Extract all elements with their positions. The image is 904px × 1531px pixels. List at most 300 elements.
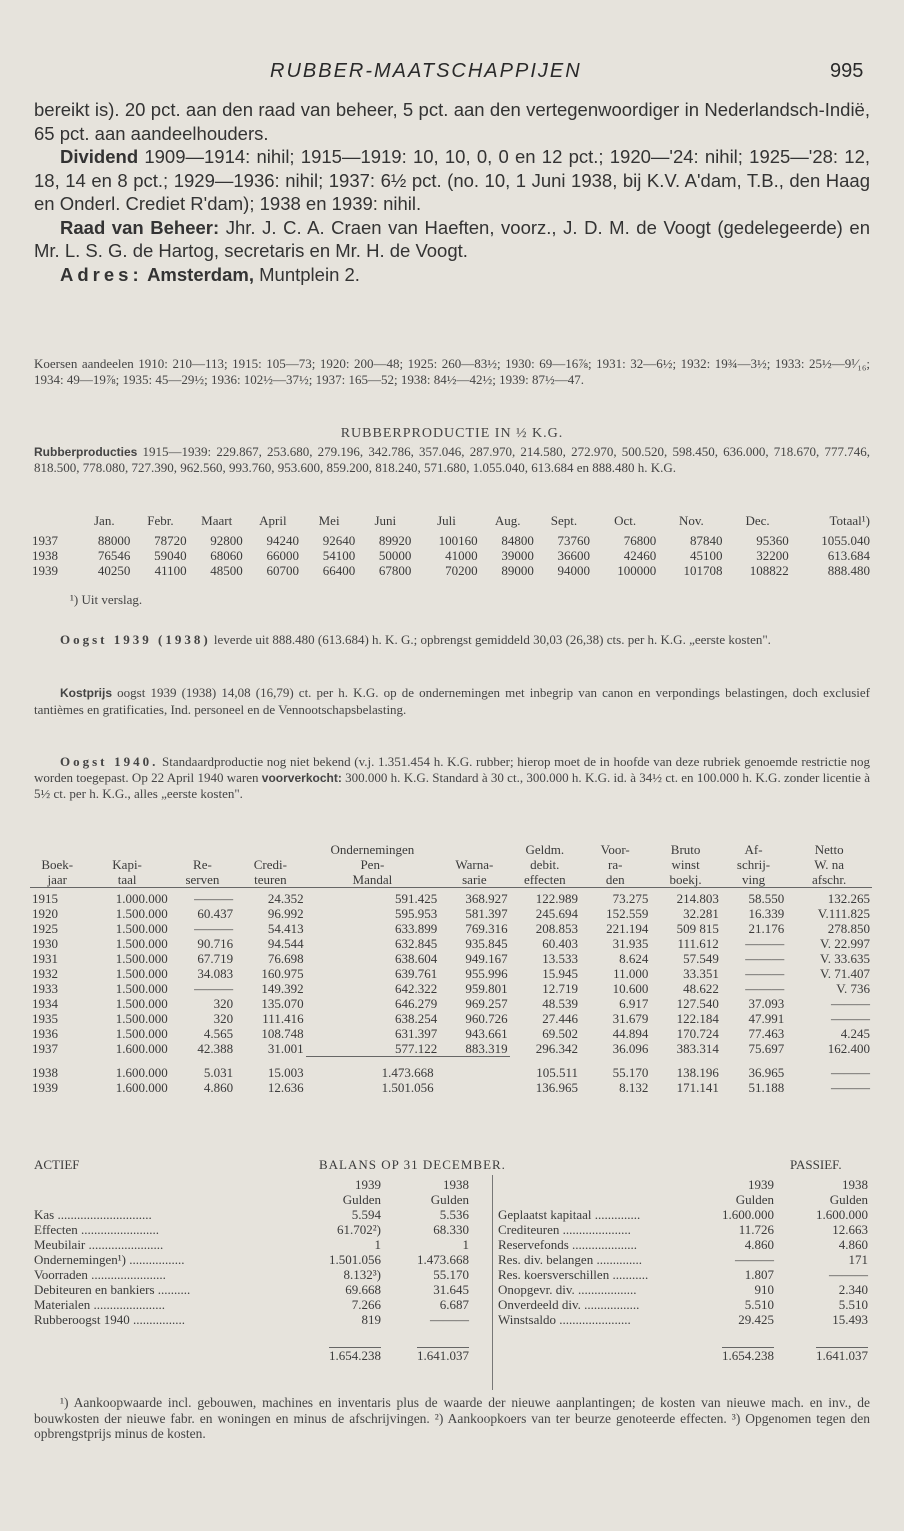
monthly-table-section — [30, 513, 872, 608]
right-balance-value-2: 1.600.000 — [816, 1207, 868, 1222]
koersen-text: Koersen aandeelen 1910: 210—113; 1915: 105—73; 1920: 200—48; 1925: 260—83½; 1930: 69—16⅞; 1931: 32—6½; 1932: 19¾—3½; 1933: 25½—9¹⁄₁₆; 1934: 49—19⅞; 1935: 45—29½; 1936: 102½—37½; 1937: 165—52; 1938: 84½—42½; 1939: 87½—47. — [34, 356, 870, 387]
financial-cell: 33.351 — [683, 966, 719, 981]
right-balance-value-1: 910 — [754, 1282, 774, 1297]
left-balance-label: Voorraden ....................... — [34, 1267, 166, 1282]
left-balance-value-1: 5.594 — [351, 1207, 381, 1222]
financial-header-cell — [30, 842, 84, 857]
financial-cell: 383.314 — [676, 1041, 719, 1057]
monthly-header-cell: April — [259, 513, 287, 528]
right-year-1: 1939 — [748, 1177, 774, 1192]
financial-cell: 639.761 — [394, 966, 438, 981]
financial-cell: 1933 — [32, 981, 58, 996]
oogst-1939-section — [34, 632, 870, 648]
right-year-2: 1938 — [842, 1177, 868, 1192]
financial-cell: 969.257 — [465, 996, 508, 1011]
left-balance-row — [34, 1267, 489, 1282]
financial-cell: 633.899 — [394, 921, 438, 936]
financial-cell: 1.500.000 — [115, 921, 168, 936]
right-currency-2: Gulden — [829, 1192, 868, 1207]
kostprijs-paragraph — [34, 685, 870, 717]
raad-label: Raad van Beheer: — [60, 216, 220, 238]
financial-cell: 1.500.000 — [115, 996, 168, 1011]
financial-cell: 1.473.668 — [381, 1065, 434, 1080]
monthly-cell: 1939 — [32, 563, 58, 578]
financial-header-cell: Mandal — [306, 872, 440, 888]
left-balance-label: Effecten ........................ — [34, 1222, 160, 1237]
financial-cell: ——— — [745, 936, 785, 951]
monthly-cell: 50000 — [378, 548, 412, 563]
financial-cell: 638.604 — [394, 951, 438, 966]
financial-header-cell: Af- — [744, 842, 763, 857]
financial-cell: 1915 — [32, 891, 58, 906]
financial-cell: 1.500.000 — [115, 906, 168, 921]
right-total-2: 1.641.037 — [816, 1348, 868, 1363]
monthly-cell: 66400 — [322, 563, 356, 578]
right-balance-label: Geplaatst kapitaal .............. — [498, 1207, 641, 1222]
left-balance-label: Rubberoogst 1940 ................ — [34, 1312, 185, 1327]
left-balance-value-2: 55.170 — [433, 1267, 469, 1282]
left-balance-row — [34, 1297, 489, 1312]
financial-spacer-cell — [30, 1057, 872, 1066]
financial-cell: 1.000.000 — [115, 891, 168, 906]
monthly-cell: 101708 — [683, 563, 723, 578]
monthly-cell: 32200 — [756, 548, 789, 563]
oogst-1939-text: leverde uit 888.480 (613.684) h. K. G.; opbrengst gemiddeld 30,03 (26,38) cts. per h. K.G. „eerste kosten". — [210, 632, 771, 647]
financial-row — [30, 921, 872, 936]
financial-row — [30, 996, 872, 1011]
financial-cell: 1937 — [32, 1041, 58, 1057]
monthly-cell: 100160 — [438, 533, 478, 548]
monthly-cell: 59040 — [154, 548, 187, 563]
kostprijs-section — [34, 685, 870, 717]
financial-row — [30, 1011, 872, 1026]
right-total-1: 1.654.238 — [722, 1348, 774, 1363]
financial-cell: 171.141 — [676, 1080, 719, 1095]
financial-spacer-row — [30, 1057, 872, 1066]
financial-cell: 31.679 — [612, 1011, 649, 1026]
adres-label: Adres: — [60, 263, 143, 285]
balance-left-column — [34, 1177, 489, 1362]
financial-cell: 509 815 — [676, 921, 719, 936]
financial-cell: 1.500.000 — [115, 981, 168, 996]
monthly-cell: 100000 — [617, 563, 657, 578]
left-balance-value-1: 69.668 — [345, 1282, 381, 1297]
financial-cell: 36.096 — [612, 1041, 649, 1057]
monthly-cell: 1055.040 — [821, 533, 870, 548]
financial-cell: V. 22.997 — [820, 936, 870, 951]
footnotes-section — [34, 1395, 870, 1442]
financial-cell: ——— — [831, 996, 870, 1011]
financial-cell: 595.953 — [394, 906, 438, 921]
passief-label: PASSIEF. — [790, 1157, 842, 1172]
right-balance-label: Res. koersverschillen ........... — [498, 1267, 649, 1282]
left-total-2: 1.641.037 — [417, 1348, 469, 1363]
monthly-cell: 54100 — [322, 548, 356, 563]
financial-cell: 69.502 — [542, 1026, 578, 1041]
financial-header-cell — [235, 842, 305, 857]
monthly-cell: 41000 — [445, 548, 478, 563]
financial-row — [30, 951, 872, 966]
right-balance-gap — [498, 1327, 870, 1347]
financial-cell: 278.850 — [827, 921, 870, 936]
financial-cell: 135.070 — [261, 996, 304, 1011]
left-currency-1: Gulden — [342, 1192, 381, 1207]
financial-cell: 1925 — [32, 921, 58, 936]
right-balance-row — [498, 1282, 870, 1297]
financial-cell: 10.600 — [612, 981, 649, 996]
monthly-cell: 41100 — [154, 563, 187, 578]
dividend-paragraph — [34, 145, 870, 216]
right-balance-value-1: 5.510 — [744, 1297, 774, 1312]
financial-cell: 152.559 — [606, 906, 649, 921]
productie-text: 1915—1939: 229.867, 253.680, 279.196, 342.786, 357.046, 287.970, 214.580, 272.970, 500.520, 598.450, 636.000, 718.670, 777.746, 818.500, 778.080, 727.390, 962.560, 993.760, 953.600, 859.200, 818.240, 571.680, 1.055.040, 613.684 en 888.480 h. K.G. — [34, 443, 870, 475]
right-balance-label: Res. div. belangen .............. — [498, 1252, 642, 1267]
right-currency-1: Gulden — [735, 1192, 774, 1207]
right-balance-row — [498, 1297, 870, 1312]
financial-row — [30, 906, 872, 921]
financial-row — [30, 1065, 872, 1080]
oogst-1940-bold: voorverkocht: — [261, 770, 342, 785]
intro-section — [34, 98, 870, 286]
financial-cell: 955.996 — [465, 966, 508, 981]
left-balance-row — [34, 1237, 489, 1252]
financial-header-cell: schrij- — [736, 857, 771, 872]
financial-row — [30, 1041, 872, 1057]
left-balance-value-1: 61.702²) — [337, 1222, 381, 1237]
financial-header-cell: teuren — [235, 872, 305, 888]
financial-header-cell: ving — [721, 872, 786, 888]
monthly-cell: 45100 — [689, 548, 723, 563]
financial-header-cell: Boek- — [41, 857, 74, 872]
financial-header-cell: Netto — [814, 842, 844, 857]
financial-header-cell — [84, 842, 169, 857]
dividend-text: 1909—1914: nihil; 1915—1919: 10, 10, 0, 0 en 12 pct.; 1920—'24: nihil; 1925—'28: 12, 18, 14 en 8 pct.; 1929—1936: nihil; 1937: 6½ pct. (no. 10, 1 Juni 1938, bij K.V. A'dam, T.B., den Haag en Onderl. Crediet R'dam); 1938 en 1939: nihil. — [34, 146, 870, 214]
financial-cell: 4.245 — [840, 1026, 870, 1041]
left-currency-2: Gulden — [430, 1192, 469, 1207]
financial-cell: 769.316 — [465, 921, 508, 936]
financial-cell: 47.991 — [748, 1011, 785, 1026]
financial-cell: 638.254 — [394, 1011, 438, 1026]
monthly-cell: 88000 — [97, 533, 131, 548]
oogst-1940-section — [34, 754, 870, 802]
financial-cell: 32.281 — [683, 906, 719, 921]
right-year-header — [498, 1177, 870, 1192]
financial-cell: 60.403 — [542, 936, 578, 951]
financial-cell: 883.319 — [439, 1041, 509, 1057]
actief-label: ACTIEF — [34, 1157, 80, 1172]
left-total-1: 1.654.238 — [329, 1348, 381, 1363]
financial-header-row — [30, 872, 872, 888]
financial-cell: 581.397 — [465, 906, 508, 921]
left-balance-value-2: 68.330 — [433, 1222, 469, 1237]
financial-cell: 368.927 — [465, 891, 508, 906]
monthly-cell: 108822 — [749, 563, 789, 578]
right-balance-value-2: ——— — [829, 1267, 868, 1282]
financial-header-cell: debit. — [530, 857, 560, 872]
productie-label: Rubberproducties — [34, 444, 138, 459]
financial-cell: 60.437 — [197, 906, 234, 921]
monthly-cell: 888.480 — [827, 563, 870, 578]
financial-header-cell: Bruto — [670, 842, 701, 857]
page-number: 995 — [830, 60, 864, 82]
monthly-cell: 1937 — [32, 533, 58, 548]
financial-cell: 96.992 — [267, 906, 304, 921]
right-balance-value-2: 12.663 — [832, 1222, 868, 1237]
financial-cell: 577.122 — [306, 1041, 440, 1057]
financial-cell: 221.194 — [606, 921, 649, 936]
financial-row — [30, 891, 872, 906]
right-balance-value-1: 1.807 — [744, 1267, 774, 1282]
left-balance-row — [34, 1252, 489, 1267]
financial-cell: 8.624 — [619, 951, 649, 966]
monthly-cell: 1938 — [32, 548, 58, 563]
financial-row — [30, 1026, 872, 1041]
monthly-row — [30, 563, 872, 578]
financial-cell: 949.167 — [465, 951, 508, 966]
financial-cell: 170.724 — [676, 1026, 719, 1041]
monthly-cell: 40250 — [97, 563, 131, 578]
right-currency-header — [498, 1192, 870, 1207]
financial-cell: 37.093 — [748, 996, 785, 1011]
financial-cell: 24.352 — [267, 891, 304, 906]
financial-cell: 1.600.000 — [115, 1041, 168, 1057]
financial-cell: 57.549 — [683, 951, 719, 966]
left-balance-value-1: 1.501.056 — [329, 1252, 381, 1267]
right-balance-row — [498, 1222, 870, 1237]
raad-text: Jhr. J. C. A. Craen van Haeften, voorz., J. D. M. de Voogt (gedelegeerde) en Mr. L. S. G. de Hartog, secretaris en Mr. H. de Voogt. — [34, 216, 870, 261]
financial-cell: V. 736 — [836, 981, 870, 996]
financial-row — [30, 1080, 872, 1095]
kostprijs-text: oogst 1939 (1938) 14,08 (16,79) ct. per h. K.G. op de ondernemingen met inbegrip van canon en verpondings belastingen, doch exclusief tantièmes en gratificaties, Ind. personeel en de Vennootschapsbelasting. — [34, 685, 870, 717]
financial-header-cell: Ondernemingen — [330, 842, 415, 857]
left-balance-row — [34, 1207, 489, 1222]
kostprijs-label: Kostprijs — [60, 686, 113, 700]
financial-cell: 1931 — [32, 951, 58, 966]
financial-cell: 31.001 — [267, 1041, 304, 1057]
financial-cell: 642.322 — [394, 981, 438, 996]
financial-header-cell: Voor- — [600, 842, 630, 857]
monthly-header-cell: Maart — [201, 513, 233, 528]
monthly-header-cell: Juni — [374, 513, 397, 528]
monthly-cell: 66000 — [266, 548, 299, 563]
financial-cell: 320 — [213, 996, 234, 1011]
left-balance-row — [34, 1312, 489, 1327]
left-balance-row — [34, 1222, 489, 1237]
left-balance-value-1: 7.266 — [351, 1297, 381, 1312]
productie-title: RUBBERPRODUCTIE IN ½ K.G. — [340, 426, 564, 441]
balance-right-column — [498, 1177, 870, 1362]
financial-cell: 208.853 — [535, 921, 578, 936]
financial-cell: 105.511 — [536, 1065, 578, 1080]
monthly-cell: 95360 — [756, 533, 789, 548]
financial-cell: 1.500.000 — [115, 936, 168, 951]
financial-header-cell: ra- — [607, 857, 623, 872]
monthly-cell: 42460 — [623, 548, 657, 563]
financial-cell: 8.132 — [619, 1080, 649, 1095]
financial-cell: 1920 — [32, 906, 58, 921]
financial-cell: ——— — [831, 1011, 870, 1026]
financial-cell: 1.500.000 — [115, 1011, 168, 1026]
page-header — [0, 60, 904, 90]
right-balance-value-1: 1.600.000 — [722, 1207, 774, 1222]
monthly-cell: 78720 — [154, 533, 187, 548]
financial-cell: 959.801 — [465, 981, 508, 996]
financial-header-cell: Re- — [193, 857, 212, 872]
financial-cell: 214.803 — [676, 891, 719, 906]
financial-cell: 1934 — [32, 996, 58, 1011]
financial-header-cell: sarie — [439, 872, 509, 888]
left-balance-value-1: 819 — [361, 1312, 381, 1327]
financial-header-cell: effecten — [510, 872, 580, 888]
monthly-table — [30, 513, 872, 578]
oogst-1940-text-2: 300.000 h. K.G. Standard à 30 ct., 300.000 h. K.G. id. à 34½ ct. en 100.000 h. K.G. zonder licentie à 5½ ct. per h. K.G., alles „eerste kosten". — [34, 769, 870, 801]
monthly-cell: 89920 — [378, 533, 412, 548]
monthly-header-cell — [30, 513, 76, 528]
monthly-header-cell: Febr. — [147, 513, 174, 528]
financial-cell: 296.342 — [535, 1041, 578, 1057]
left-year-header — [34, 1177, 489, 1192]
financial-cell: 122.184 — [676, 1011, 719, 1026]
right-balance-value-1: 11.726 — [738, 1222, 774, 1237]
financial-cell: 935.845 — [465, 936, 508, 951]
financial-cell: 34.083 — [197, 966, 234, 981]
monthly-cell: 48500 — [210, 563, 243, 578]
financial-cell: ——— — [745, 966, 785, 981]
left-currency-header — [34, 1192, 489, 1207]
financial-cell: 122.989 — [535, 891, 578, 906]
financial-cell: 48.539 — [542, 996, 578, 1011]
financial-cell: 1.500.000 — [115, 1026, 168, 1041]
financial-cell: 48.622 — [683, 981, 719, 996]
adres-city: Amsterdam, — [142, 263, 254, 285]
right-balance-label: Onopgevr. div. .................. — [498, 1282, 637, 1297]
left-balance-value-2: 1.473.668 — [417, 1252, 469, 1267]
right-balance-row — [498, 1252, 870, 1267]
financial-cell: 13.533 — [542, 951, 578, 966]
monthly-header-cell: Juli — [437, 513, 456, 528]
running-title: RUBBER-MAATSCHAPPIJEN — [270, 60, 582, 82]
financial-header-cell: W. na — [814, 857, 845, 872]
financial-row — [30, 936, 872, 951]
financial-cell: 1932 — [32, 966, 58, 981]
financial-cell: 132.265 — [827, 891, 870, 906]
oogst-1939-label: Oogst 1939 (1938) — [60, 632, 211, 647]
right-balance-value-2: 171 — [848, 1252, 868, 1267]
right-balance-row — [498, 1312, 870, 1327]
financial-cell: 67.719 — [197, 951, 234, 966]
financial-cell: 12.719 — [542, 981, 578, 996]
right-balance-label: Onverdeeld div. ................. — [498, 1297, 640, 1312]
right-balance-value-1: 29.425 — [738, 1312, 774, 1327]
oogst-1939-paragraph — [34, 632, 870, 648]
right-balance-value-2: 2.340 — [838, 1282, 868, 1297]
left-year-2: 1938 — [443, 1177, 469, 1192]
monthly-cell: 76546 — [97, 548, 131, 563]
financial-cell: 631.397 — [394, 1026, 438, 1041]
financial-cell: 1.600.000 — [115, 1080, 168, 1095]
monthly-cell: 94000 — [557, 563, 591, 578]
right-balance-value-2: 4.860 — [838, 1237, 868, 1252]
balance-header — [34, 1157, 870, 1175]
financial-cell: 94.544 — [267, 936, 304, 951]
financial-cell: 90.716 — [197, 936, 234, 951]
financial-cell: 51.188 — [748, 1080, 785, 1095]
financial-header-cell: Pen- — [360, 857, 385, 872]
financial-header-cell: Geldm. — [525, 842, 565, 857]
monthly-row — [30, 533, 872, 548]
financial-cell: 16.339 — [748, 906, 785, 921]
financial-cell: 1939 — [32, 1080, 58, 1095]
balance-title: BALANS OP 31 DECEMBER. — [319, 1157, 506, 1172]
monthly-header-cell: Jan. — [93, 513, 115, 528]
monthly-header-cell: Oct. — [614, 513, 637, 528]
financial-cell: 6.917 — [619, 996, 649, 1011]
footnotes-text: ¹) Aankoopwaarde incl. gebouwen, machines en inventaris plus de waarde der nieuwe aanplantingen; de kosten van nieuwe mach. en inv., de bouwkosten der nieuwe fabr. en woningen en minus de afschrijvingen. ²) Aankoopkoers van ter beurze genoteerde effecten. ³) Opgenomen tegen den opbrengstprijs minus de kosten. — [34, 1395, 870, 1441]
financial-cell: 4.565 — [203, 1026, 234, 1041]
financial-header-cell: Warna- — [455, 857, 494, 872]
financial-cell: 136.965 — [535, 1080, 578, 1095]
left-year-1: 1939 — [355, 1177, 381, 1192]
financial-cell: 1938 — [32, 1065, 58, 1080]
financial-header-row — [30, 857, 872, 872]
financial-cell: ——— — [745, 981, 785, 996]
financial-header-cell: serven — [170, 872, 235, 888]
right-balance-row — [498, 1207, 870, 1222]
financial-header-cell: taal — [84, 872, 169, 888]
financial-cell: 1.500.000 — [115, 966, 168, 981]
left-balance-label: Kas ............................. — [34, 1207, 152, 1222]
oogst-1940-paragraph — [34, 754, 870, 802]
financial-cell: ——— — [194, 981, 234, 996]
financial-header-row — [30, 842, 872, 857]
financial-row — [30, 966, 872, 981]
financial-cell: 77.463 — [748, 1026, 785, 1041]
monthly-cell: 39000 — [501, 548, 534, 563]
financial-table-section — [30, 842, 872, 1095]
right-balance-label: Winstsaldo ...................... — [498, 1312, 631, 1327]
financial-cell: 15.945 — [542, 966, 578, 981]
left-balance-row — [34, 1282, 489, 1297]
financial-cell: ——— — [194, 921, 234, 936]
monthly-footnote: ¹) Uit verslag. — [70, 592, 143, 607]
financial-cell: ——— — [194, 891, 234, 906]
productie-paragraph — [34, 444, 870, 476]
financial-cell: 31.935 — [612, 936, 649, 951]
monthly-cell: 94240 — [266, 533, 299, 548]
left-balance-value-2: 6.687 — [439, 1297, 469, 1312]
financial-cell: V. 33.635 — [820, 951, 870, 966]
left-balance-value-2: 31.645 — [433, 1282, 469, 1297]
financial-header-cell: winst — [671, 857, 700, 872]
financial-cell: 1936 — [32, 1026, 58, 1041]
financial-cell: 320 — [213, 1011, 234, 1026]
financial-header-cell — [170, 842, 235, 857]
balance-divider — [492, 1175, 493, 1390]
financial-cell: 960.726 — [465, 1011, 508, 1026]
financial-cell: 1.600.000 — [115, 1065, 168, 1080]
financial-cell: 42.388 — [197, 1041, 234, 1057]
financial-cell: 75.697 — [748, 1041, 785, 1057]
financial-cell: 12.636 — [267, 1080, 304, 1095]
koersen-section — [34, 356, 870, 387]
financial-cell: 4.860 — [203, 1080, 234, 1095]
monthly-cell: 70200 — [445, 563, 478, 578]
productie-section — [34, 426, 870, 476]
left-balance-value-2: 5.536 — [439, 1207, 469, 1222]
financial-cell: 73.275 — [612, 891, 649, 906]
financial-cell: 21.176 — [748, 921, 785, 936]
left-balance-label: Meubilair ....................... — [34, 1237, 164, 1252]
